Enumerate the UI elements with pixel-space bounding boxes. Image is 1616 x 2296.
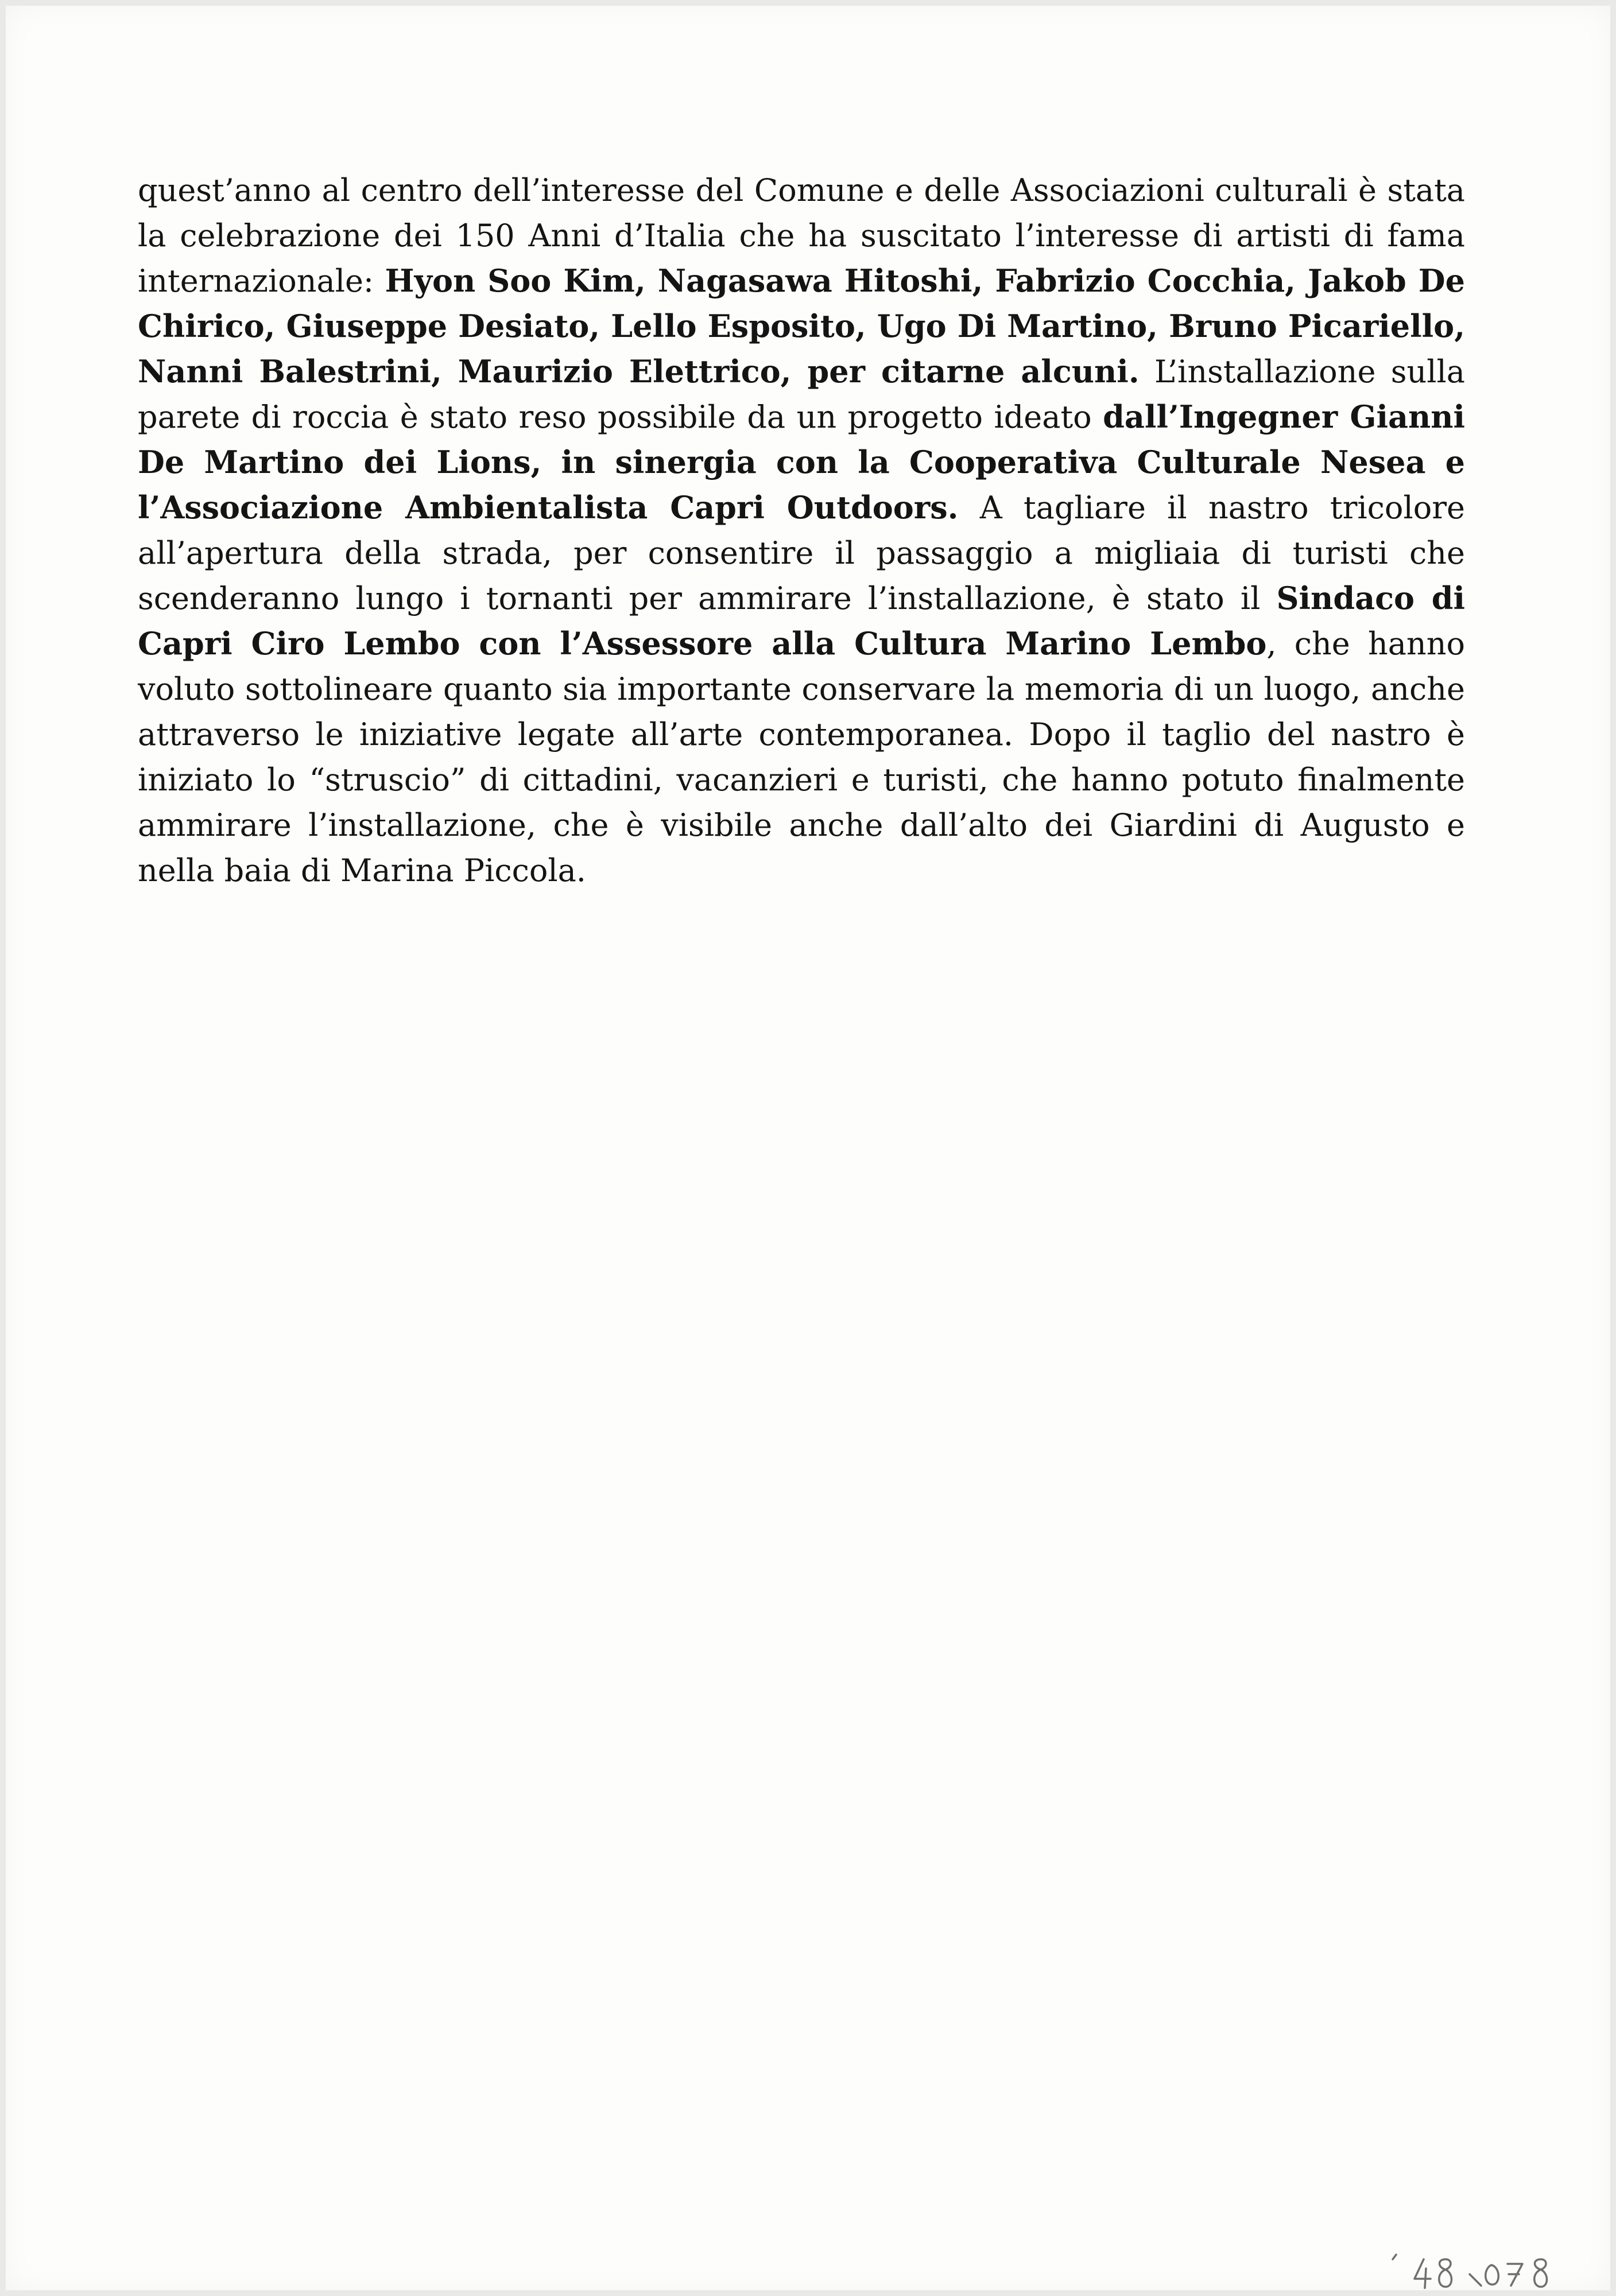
officials-names: Sindaco di Capri Ciro Lembo con l’Assessore alla Cultura Marino Lembo bbox=[138, 580, 1465, 662]
text-run: quest’anno al centro dell’interesse del Comune e delle Associazioni culturali è stata la celebrazione dei 150 Anni d’Italia che ha suscitato l’interesse di artisti di fama internazionale: bbox=[138, 172, 1465, 299]
artists-list: Hyon Soo Kim, Nagasawa Hitoshi, Fabrizio Cocchia, Jakob De Chirico, Giuseppe Desiato, Lello Esposito, Ugo Di Martino, Bruno Picariello, Nanni Balestrini, Maurizio Elettrico, per citarne alcuni. bbox=[138, 262, 1465, 390]
body-paragraph bbox=[138, 168, 1465, 893]
text-run: L’installazione sulla parete di roccia è stato reso possibile da un progetto ideato bbox=[138, 354, 1465, 435]
handwritten-page-mark bbox=[1389, 2249, 1561, 2295]
project-credits: dall’Ingegner Gianni De Martino dei Lions, in sinergia con la Cooperativa Culturale Nesea e l’Associazione Ambientalista Capri Outdoors. bbox=[138, 398, 1465, 526]
text-run: A tagliare il nastro tricolore all’apertura della strada, per consentire il passaggio a migliaia di turisti che scenderanno lungo i tornanti per ammirare l’installazione, è stato il bbox=[138, 490, 1465, 616]
text-run: , che hanno voluto sottolineare quanto sia importante conservare la memoria di un luogo, anche attraverso le iniziative legate all’arte contemporanea. Dopo il taglio del nastro è iniziato lo “struscio” di cittadini, vacanzieri e turisti, che hanno potuto finalmente ammirare l’installazione, che è visibile anche dall’alto dei Giardini di Augusto e nella baia di Marina Piccola. bbox=[138, 626, 1465, 889]
